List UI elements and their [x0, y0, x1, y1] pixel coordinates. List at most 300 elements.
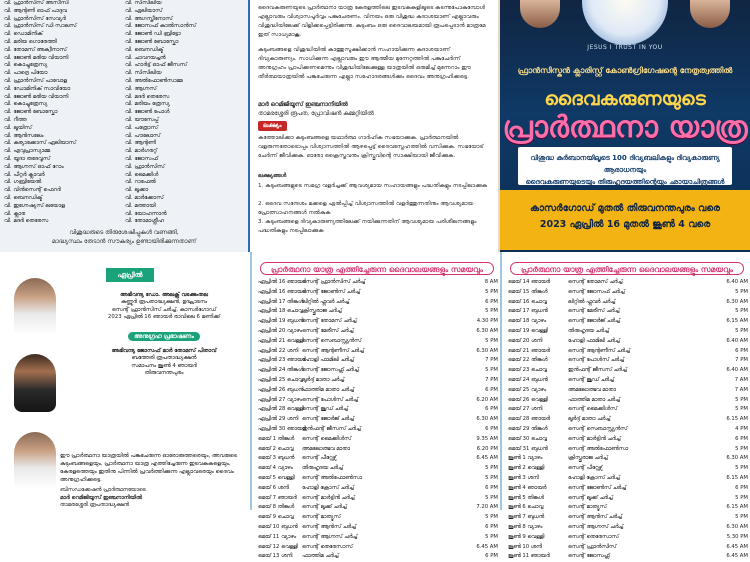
closing-block	[78, 348, 250, 378]
bishop-photo-2	[14, 354, 56, 412]
saint-row	[4, 187, 246, 195]
schedule-church: ലൂർദ്ദ് മാതാ ചർച്ച്	[302, 376, 345, 383]
schedule-time: 6.45 AM	[476, 455, 498, 462]
saint-row	[4, 0, 246, 8]
saint-name: വി. ആന്റണി ഓഫ് പാദുവ	[4, 7, 67, 14]
saint-name: വി. പാദ്രെ പിയോ	[4, 70, 48, 77]
saint-name: വി. തോമാശ്ലീഹ	[125, 218, 164, 225]
saint-name: വി. മരിയം ത്രേസ്യ	[125, 101, 170, 108]
bishop-photo-3	[14, 432, 56, 490]
schedule-row	[508, 523, 748, 533]
schedule-time: 6 PM	[485, 386, 498, 393]
schedule-date: മെയ് 22 തിങ്കൾ	[508, 357, 548, 364]
saint-row	[4, 31, 246, 39]
schedule-date: മെയ് 24 ബുധൻ	[508, 376, 548, 383]
schedule-date: ഏപ്രിൽ 24 തിങ്കൾ	[258, 367, 304, 374]
schedule-row	[508, 494, 748, 504]
schedule-church: സെന്റ് ലൂക്ക് ചർച്ച്	[302, 504, 347, 511]
saint-name: വി. പീറ്റർ ക്ലാവർ	[4, 171, 45, 178]
schedule-church: സെന്റ് ജോസഫ്സ് ചർച്ച്	[302, 367, 359, 374]
blessing-pill-wrap	[78, 332, 250, 341]
schedule-row	[258, 307, 498, 317]
schedule-date: മെയ് 26 വെള്ളി	[508, 396, 548, 403]
schedule-church: ക്രിസ്തുരാജ ചർച്ച്	[568, 455, 608, 462]
saint-name: വി. ജോൺ ഡി ബ്രിട്ടോ	[125, 31, 181, 38]
saint-name: വി. ആൻസലേം	[4, 132, 44, 139]
schedule-church: തിരുഹൃദയ ചർച്ച്	[568, 327, 609, 334]
schedule-church: സെന്റ് ജോർജ് ചർച്ച്	[302, 416, 355, 423]
schedule-date: മെയ് 16 ചൊവ്വ	[508, 298, 547, 305]
schedule-time: 6.15 AM	[726, 474, 748, 481]
saint-name: വി. ചാവറയച്ചൻ	[125, 54, 166, 61]
schedule-date: മെയ് 20 ശനി	[508, 337, 543, 344]
schedule-row	[258, 405, 498, 415]
poster-title-line2: പ്രാർത്ഥനാ യാത്ര	[502, 110, 748, 145]
schedule-time: 7 PM	[735, 357, 748, 364]
schedule-row	[508, 298, 748, 308]
schedule-time: 7 PM	[485, 357, 498, 364]
schedule-church: സെന്റ് സെബാസ്റ്റ്യൻസ്	[568, 425, 628, 432]
schedule-time: 6.30 AM	[476, 327, 498, 334]
schedule-row	[258, 474, 498, 484]
closing-name: അഭിവന്ദ്യ ജോസഫ് മാർ തോമസ് പിതാവ്	[111, 348, 217, 354]
inauguration-role: കണ്ണൂർ രൂപതാദ്ധ്യക്ഷൻ, ഉദ്ഘാടനം	[120, 299, 208, 306]
signer-name: മാർ റെമിജിയൂസ് ഇഞ്ചനാനിയിൽ	[258, 102, 348, 108]
blessing-sign-3: താമരശ്ശേരി രൂപതാദ്ധ്യക്ഷൻ	[60, 502, 129, 508]
saint-name: വി. ഫ്രാൻസിസ്	[125, 163, 165, 170]
schedule-row	[258, 298, 498, 308]
schedule-row	[258, 484, 498, 494]
schedule-row	[258, 288, 498, 298]
schedule-row	[508, 347, 748, 357]
schedule-time: 5 PM	[735, 465, 748, 472]
saint-row	[4, 156, 246, 164]
schedule-time: 6.30 AM	[476, 416, 498, 423]
schedule-date: മെയ് 21 ഞായർ	[508, 347, 551, 354]
schedule-date: മെയ് 7 ഞായർ	[258, 494, 297, 501]
schedule-church: അമലോത്ഭവ മാതാ	[302, 445, 350, 452]
schedule-church: ക്രിസ്തുരാജ ചർച്ച്	[302, 308, 342, 315]
schedule-time: 6.30 AM	[726, 298, 748, 305]
schedule-row	[508, 474, 748, 484]
schedule-church: ഫാത്തിമ മാതാ ചർച്ച്	[302, 386, 355, 393]
schedule-time: 6.15 AM	[726, 504, 748, 511]
schedule-date: മെയ് 28 ഞായർ	[508, 416, 551, 423]
saint-row	[4, 203, 246, 211]
schedule-time: 6.30 AM	[726, 455, 748, 462]
schedule-church: സെന്റ് തെരേസാസ്	[302, 543, 353, 550]
schedule-time: 7.20 AM	[476, 504, 498, 511]
schedule-time: 6 PM	[485, 484, 498, 491]
schedule-time: 6 PM	[485, 425, 498, 432]
saint-row	[4, 148, 246, 156]
schedule-row	[508, 464, 748, 474]
saint-name: വി. യൗസേപ്പ്	[125, 116, 159, 123]
saint-row	[4, 78, 246, 86]
schedule-date: മെയ് 14 ഞായർ	[508, 279, 551, 285]
saint-name: വി. ഇഗ്നേഷ്യസ് ലയോള	[4, 202, 65, 209]
schedule-date: ഏപ്രിൽ 25 ചൊവ്വ	[258, 376, 303, 383]
saint-name: വി. അൽഫോൺസാമ്മ	[125, 77, 183, 84]
schedule-row	[258, 454, 498, 464]
schedule-row	[258, 494, 498, 504]
schedule-row	[508, 533, 748, 543]
schedule-date: ജൂൺ 11 ഞായർ	[508, 553, 550, 560]
blessing-message: ഈ പ്രാർത്ഥനാ യാത്രയിൽ പങ്കുചേരുന്ന ഓരോരുത്തരെയും, അവരുടെ കുടുംബങ്ങളെയും, പ്രാർത്ഥനാ യാത്ര എത്തിച്ചേരുന്ന ഇടവകകളെയും, കേരളത്തെയും ഇതിനു പിന്നിൽ പ്രവർത്തിക്കുന്ന എല്ലാവരെയും ദൈവം അനുഗ്രഹിക്കട്ടെ.	[60, 453, 237, 483]
saint-name: വി. അഗസ്തീനോസ്	[125, 15, 173, 22]
schedule-church: സെന്റ് ആൻസ് ചർച്ച്	[302, 523, 357, 530]
schedule-time: 5 PM	[485, 533, 498, 540]
message-para-2: കുടുംബങ്ങളെ വിശുദ്ധിയിൽ കാത്തുസൂക്ഷിക്കാൻ സഹായിക്കുന്ന കുദാശയാണ് ദിവ്യകാരുണ്യം. സാധിക്കുന്ന എല്ലാവരും ഈ ആത്മീയ മുന്നേറ്റത്തിൽ പങ്കുചേർന്ന് അനുഗ്രഹം പ്രാപിക്കണമെന്നും വിശുദ്ധിയിലേക്കുള്ള യാത്രയിൽ ഒരുമിച്ച് മുന്നേറാം ഈ തീർത്ഥയാത്രയിൽ പങ്കുചേരുന്ന എല്ലാ സഹോദരങ്ങൾക്കും ദൈവം അനുഗ്രഹിക്കട്ടെ.	[258, 47, 471, 80]
poster-dates: 2023 ഏപ്രിൽ 16 മുതൽ ജൂൺ 4 വരെ	[539, 219, 711, 230]
message-panel	[250, 0, 500, 252]
saint-row	[4, 125, 246, 133]
saint-name: വി. ഫ്രാൻസിസ് സേവ്യർ	[4, 15, 66, 22]
saint-name: വി. ലൂയിസ്	[4, 124, 32, 131]
schedule-row	[508, 327, 748, 337]
strip-line-1: വിശുദ്ധ കുർബാനയിലൂടെ 100 ദിവ്യബലികളും ദിവ്യകാരുണ്യ ആരാധനയും	[530, 154, 720, 174]
schedule-church: സെന്റ് ജോൺസ് ചർച്ച്	[302, 288, 361, 295]
schedule-date: ജൂൺ 5 തിങ്കൾ	[508, 494, 544, 501]
schedule-time: 5 PM	[485, 494, 498, 501]
closing-role: ബത്തേരി രൂപതാദ്ധ്യക്ഷൻ	[131, 355, 197, 362]
schedule-time: 6 PM	[485, 523, 498, 530]
goal-2: 2. ദൈവ സന്ദേശം മക്കളെ ഏൽപ്പിച്ച് വിശ്വാസത്തിൽ വളർത്തുന്നതിനും ആവശ്യമായ പ്രോത്സാഹനങ്ങൾ നൽകുക	[258, 201, 474, 216]
schedule-date: മെയ് 18 വ്യാഴം	[508, 318, 547, 325]
schedule-row	[508, 386, 748, 396]
schedule-time: 6.40 AM	[726, 279, 748, 285]
schedule-date: മെയ് 10 ബുധൻ	[258, 523, 298, 530]
schedule-date: ഏപ്രിൽ 19 ബുധൻ	[258, 318, 304, 325]
schedule-row	[258, 376, 498, 386]
saint-name: വി. വിൻസെന്റ് ഫെറർ	[4, 187, 61, 194]
schedule-row	[508, 552, 748, 562]
schedule-row	[508, 513, 748, 523]
saint-name: വി. ഫ്രാൻസിസ് അസീസി	[4, 0, 69, 6]
schedule-time: 5 PM	[485, 474, 498, 481]
schedule-time: 6 PM	[735, 435, 748, 442]
schedule-time: 6.30 AM	[726, 523, 748, 530]
schedule-time: 5 PM	[485, 337, 498, 344]
saint-name: വി. മാർക്കോസ്	[125, 194, 164, 201]
poster-title-line1: ദൈവകരുണയുടെ	[544, 88, 706, 110]
schedule-church: സെന്റ് സെബാസ്റ്റ്യൻസ്	[302, 337, 362, 344]
schedule-row	[258, 347, 498, 357]
inauguration-place: സെന്റ് ഫ്രാൻസിസ് ചർച്ച്, കാസർഗോഡ്	[111, 306, 217, 313]
saint-name: വി. കൊച്ചുത്രേസ്യ	[4, 62, 48, 69]
schedule-title-2: പ്രാർത്ഥനാ യാത്ര എത്തിച്ചേരുന്ന ദൈവാലയങ്ങളും സമയവും	[510, 262, 744, 275]
schedule-list-2	[508, 278, 748, 562]
schedule-church: ലിറ്റിൽ ഫ്ലവർ ചർച്ച്	[302, 298, 350, 305]
schedule-date: മെയ് 4 വ്യാഴം	[258, 465, 293, 472]
schedule-date: മെയ് 17 ബുധൻ	[508, 308, 548, 315]
schedule-time: 5 PM	[485, 288, 498, 295]
schedule-row	[258, 415, 498, 425]
saint-name: വി. ജോൺ മരിയ വിയാനി	[4, 93, 69, 100]
schedule-time: 9.35 AM	[476, 435, 498, 442]
saint-name: വി. ബെനഡിക്ട്	[4, 194, 43, 201]
schedule-church: സെന്റ് ജോർജ് ചർച്ച്	[568, 318, 621, 325]
schedule-row	[508, 454, 748, 464]
saint-portrait-right	[690, 0, 730, 28]
schedule-time: 5 PM	[735, 396, 748, 403]
schedule-church: സെന്റ് തോമസ് ചർച്ച്	[302, 318, 357, 325]
schedule-row	[508, 288, 748, 298]
schedule-church: സെന്റ് ജൂഡ് ചർച്ച്	[302, 406, 349, 413]
schedule-title-1: പ്രാർത്ഥനാ യാത്ര എത്തിച്ചേരുന്ന ദൈവാലയങ്ങളും സമയവും	[260, 262, 494, 275]
schedule-row	[508, 425, 748, 435]
schedule-church: സെന്റ് മൈക്കിൾസ്	[302, 435, 352, 442]
schedule-date: ജൂൺ 2 വെള്ളി	[508, 465, 545, 472]
poster-tagline: ഫ്രാൻസിസ്കൻ ക്ലാരിസ്റ്റ് കോൺഗ്രിഗേഷന്റെ നേതൃത്വത്തിൽ	[517, 66, 733, 75]
saint-row	[4, 101, 246, 109]
schedule-time: 6.20 PM	[476, 445, 498, 452]
saint-name: വി. കുര്യാക്കോസ് ഏലിയാസ്	[4, 140, 76, 147]
april-ribbon: ഏപ്രിൽ	[106, 268, 154, 282]
schedule-date: ജൂൺ 8 വ്യാഴം	[508, 523, 543, 530]
message-para-3: കത്തോലിക്കാ കുടുംബങ്ങളെ യഥാർത്ഥ ഗാർഹിക സഭയാക്കുക. പ്രാർത്ഥനയിൽ വളരുന്നതോടൊപ്പം വിശ്വാസത്തിൽ ആഴപ്പെട്ട് ദൈവസ്നേഹത്തിൽ വസിക്കുക. സഭയോട് ചേർന്ന് ജീവിക്കുക. ഓരോ ക്രൈസ്തവനും ക്രിസ്തുവിന്റെ സാക്ഷിയായി ജീവിക്കുക.	[258, 135, 484, 159]
schedule-time: 6.40 AM	[726, 337, 748, 344]
saint-row	[4, 218, 246, 226]
saint-row	[4, 140, 246, 148]
saint-row	[4, 62, 246, 70]
saint-name: വി. ഡോമിനിക് സാവിയോ	[4, 85, 71, 92]
saint-name: വി. ഏലിയാസ്	[125, 7, 163, 14]
schedule-date: മെയ് 19 വെള്ളി	[508, 327, 548, 334]
schedule-church: സെന്റ് മാത്യൂസ്	[568, 504, 607, 511]
schedule-time: 6 PM	[735, 347, 748, 354]
schedule-date: മെയ് 27 ശനി	[508, 406, 543, 413]
schedule-row	[258, 425, 498, 435]
schedule-date: ഏപ്രിൽ 21 വെള്ളി	[258, 337, 304, 344]
schedule-row	[508, 405, 748, 415]
schedule-time: 4.30 PM	[476, 318, 498, 325]
schedule-date: മെയ് 13 ശനി	[258, 553, 293, 560]
goal-3: 3. കുടുംബങ്ങളെ ദിവ്യകാരുണ്യത്തിലേക്ക് നയിക്കുന്നതിന് ആവശ്യമായ പരിശീലനങ്ങളും പദ്ധതികളും നടപ്പിലാക്കുക	[258, 219, 477, 234]
schedule-date: ജൂൺ 9 വെള്ളി	[508, 533, 545, 540]
schedule-time: 7 AM	[734, 376, 748, 383]
schedule-time: 6.45 AM	[726, 553, 748, 560]
schedule-date: ജൂൺ 3 ശനി	[508, 474, 539, 481]
saint-name: വി. ജോൺ ബോസ്കോ	[4, 109, 58, 116]
saints-list-panel	[0, 0, 250, 252]
schedule-church: സെന്റ് മേരീസ് ചർച്ച്	[568, 308, 620, 315]
blessing-signature	[60, 487, 242, 510]
schedule-row	[258, 337, 498, 347]
schedule-date: മെയ് 3 ബുധൻ	[258, 455, 295, 462]
schedule-date: മെയ് 8 തിങ്കൾ	[258, 504, 295, 511]
schedule-date: മെയ് 31 ബുധൻ	[508, 445, 548, 452]
schedule-church: സെന്റ് മേരീസ് ചർച്ച്	[302, 327, 354, 334]
schedule-row	[508, 317, 748, 327]
saint-name: വി. ഫ്രാൻസിസ് പാവോള	[4, 77, 67, 84]
schedule-row	[258, 366, 498, 376]
schedule-row	[508, 396, 748, 406]
schedule-row	[258, 523, 498, 533]
schedule-date: ജൂൺ 10 ശനി	[508, 543, 542, 550]
schedule-time: 6.30 AM	[476, 347, 498, 354]
schedule-date: ഏപ്രിൽ 16 ഞായർ	[258, 279, 306, 285]
schedule-row	[508, 415, 748, 425]
schedule-row	[508, 445, 748, 455]
divine-mercy-image	[582, 0, 668, 45]
blessing-sign-1: ബിസഡക്കേഷൻ പ്രാർത്ഥനയോടെ	[60, 487, 146, 493]
schedule-row	[258, 278, 498, 288]
saint-name: വി. ഹാർട്ട് ഓഫ് ജീസസ്	[125, 62, 187, 69]
inauguration-name: അഭിവന്ദ്യ ഡോ. അലക്സ് വടക്കുംതല	[120, 292, 208, 298]
saint-row	[4, 70, 246, 78]
schedule-time: 5 PM	[735, 494, 748, 501]
schedule-row	[508, 356, 748, 366]
schedule-date: ഏപ്രിൽ 18 ചൊവ്വ	[258, 308, 303, 315]
saint-name: വി. ജോൺ മരിയ വിയാനി	[4, 54, 69, 61]
schedule-time: 5 PM	[485, 465, 498, 472]
saint-name: വി. യോഹന്നാൻ	[125, 210, 167, 217]
schedule-date: ജൂൺ 1 വ്യാഴം	[508, 455, 543, 462]
schedule-church: അമലോത്ഭവ മാതാ	[568, 386, 616, 393]
schedule-time: 6.20 AM	[476, 396, 498, 403]
saint-name: വി. റീത്ത	[4, 116, 27, 123]
schedule-church: സെന്റ് ആന്റണീസ് ചർച്ച്	[302, 347, 365, 354]
bishop-photo-1	[14, 278, 56, 336]
saint-name: വി. ബെനഡിക്ട്	[125, 46, 164, 53]
relics-footer	[8, 228, 240, 246]
schedule-row	[258, 552, 498, 562]
bishops-panel	[0, 252, 250, 510]
closing-date: സമാപനം ജൂൺ 4 ഞായർ	[131, 362, 197, 369]
schedule-church: ലിറ്റിൽ ഫ്ലവർ ചർച്ച്	[568, 298, 616, 305]
schedule-time: 6.45 AM	[726, 543, 748, 550]
saint-name: വി. ജോൺ പോൾ	[125, 109, 170, 116]
schedule-church: സെന്റ് ജോസഫ് ചർച്ച്	[568, 288, 625, 295]
schedule-date: ഏപ്രിൽ 23 ഞായർ	[258, 357, 306, 364]
schedule-church: സെന്റ് ആഗ്നസ് ചർച്ച്	[302, 533, 358, 540]
inauguration-date: 2023 ഏപ്രിൽ 16 ഞായർ രാവിലെ 6 മണിക്ക്	[107, 314, 221, 321]
schedule-time: 5 PM	[735, 514, 748, 521]
schedule-date: മെയ് 5 വെള്ളി	[258, 474, 295, 481]
saint-name: വി. ഗബ്രിയേൽ	[4, 179, 42, 186]
saint-portrait-left	[520, 0, 560, 28]
relics-footer-line1: വിശുദ്ധരുടെ തിരുശേഷിപ്പുകൾ വണങ്ങി,	[69, 229, 179, 236]
schedule-date: മെയ് 2 ചൊവ്വ	[258, 445, 294, 452]
closing-place: തിരുവനന്തപുരം	[144, 370, 184, 377]
schedule-row	[258, 445, 498, 455]
schedule-date: മെയ് 1 തിങ്കൾ	[258, 435, 295, 442]
goals-title: ലക്ഷ്യങ്ങൾ	[258, 173, 287, 179]
schedule-time: 5 PM	[735, 406, 748, 413]
saint-name: വി. ജോസഫ് കാൽസാൻസ്	[125, 23, 197, 30]
schedule-time: 5 PM	[735, 308, 748, 315]
saint-name: വി. ലൂക്കാ	[125, 187, 149, 194]
saint-name: വി. ഡൊമിനിക്	[4, 31, 43, 38]
schedule-time: 5 PM	[485, 308, 498, 315]
schedule-time: 6.15 AM	[726, 416, 748, 423]
saints-list	[4, 0, 246, 226]
schedule-time: 7 PM	[485, 376, 498, 383]
schedule-church: ഫാത്തിമ മാതാ ചർച്ച്	[568, 396, 621, 403]
schedule-time: 4 PM	[735, 425, 748, 432]
schedule-church: ഇൻഫന്റ് ജീസസ് ചർച്ച്	[568, 367, 627, 374]
schedule-church: സെന്റ് ആന്റണീസ് ചർച്ച്	[568, 347, 631, 354]
schedule-time: 5 PM	[485, 367, 498, 374]
schedule-panel-2	[500, 252, 750, 560]
saint-row	[4, 164, 246, 172]
schedule-time: 6 PM	[735, 484, 748, 491]
schedule-row	[258, 396, 498, 406]
schedule-date: ഏപ്രിൽ 27 വ്യാഴം	[258, 396, 302, 403]
saint-name: വി. ക്ലാര	[4, 210, 26, 217]
schedule-church: സെന്റ് തെരേസാസ്	[568, 533, 619, 540]
relics-footer-line2: മാദ്ധ്യസ്ഥം തേടാൻ സൗകര്യം ഉണ്ടായിരിക്കുന്നതാണ്	[51, 238, 197, 245]
schedule-church: സെന്റ് ജോസഫ്സ്	[568, 553, 610, 560]
blessing-sign-2: മാർ റെമിജിയൂസ് ഇഞ്ചനാനിയിൽ	[60, 494, 142, 501]
schedule-church: ലൂർദ്ദ് മാതാ ചർച്ച്	[568, 416, 611, 423]
schedule-time: 5.30 PM	[726, 533, 748, 540]
goal-1: 1. കുടുംബങ്ങളുടെ സമഗ്ര വളർച്ചക്ക് ആവശ്യമായ സഹായങ്ങളും പദ്ധതികളും നടപ്പിലാക്കുക	[258, 183, 488, 189]
schedule-church: ഹോളി ഫാമിലി ചർച്ച്	[568, 337, 620, 344]
schedule-date: മെയ് 23 ചൊവ്വ	[508, 367, 547, 374]
schedule-time: 6 PM	[485, 406, 498, 413]
saint-name: വി. മദർ തെരേസ	[125, 93, 170, 100]
schedule-church: ഹോളി ഫാമിലി ചർച്ച്	[302, 357, 354, 364]
saint-name: വി. തോമസ് അക്വീനാസ്	[4, 46, 67, 53]
schedule-date: മെയ് 9 ചൊവ്വ	[258, 514, 294, 521]
schedule-date: മെയ് 30 ചൊവ്വ	[508, 435, 547, 442]
schedule-row	[258, 513, 498, 523]
schedule-row	[508, 484, 748, 494]
schedule-row	[258, 327, 498, 337]
schedule-row	[508, 503, 748, 513]
saint-name: വി. യൂദാ തദേവൂസ്	[4, 155, 51, 162]
schedule-date: ഏപ്രിൽ 22 ശനി	[258, 347, 299, 354]
saint-row	[4, 47, 246, 55]
section-label: ലക്ഷ്യം	[258, 121, 287, 131]
schedule-row	[508, 543, 748, 553]
schedule-row	[258, 503, 498, 513]
schedule-church: ഫാത്തിമ ചർച്ച്	[302, 553, 339, 560]
schedule-church: ഹോളി ക്രോസ് ചർച്ച്	[302, 484, 354, 491]
saint-name: വി. ആഗ്നസ്	[125, 85, 157, 92]
schedule-church: സെന്റ് പോൾസ് ചർച്ച്	[568, 357, 625, 364]
saint-name: വി. പത്രോസ്	[125, 124, 158, 131]
schedule-row	[508, 337, 748, 347]
schedule-church: സെന്റ് ഫ്രാൻസിസ് ചർച്ച്	[302, 279, 366, 285]
trust-caption: JESUS I TRUST IN YOU	[587, 44, 663, 51]
schedule-date: ഏപ്രിൽ 16 ഞായർ	[258, 288, 306, 295]
schedule-church: സെന്റ് മാർട്ടിൻ ചർച്ച്	[568, 435, 621, 442]
schedule-date: മെയ് 11 വ്യാഴം	[258, 533, 297, 540]
schedule-date: ഏപ്രിൽ 26 ബുധൻ	[258, 386, 304, 393]
inauguration-block	[78, 292, 250, 322]
schedule-date: ഏപ്രിൽ 30 ഞായർ	[258, 425, 306, 432]
saint-name: വി. ജോസഫ്	[125, 155, 159, 162]
strip-line-2: ദൈവകരുണയുടെയും തിരുഹൃദയത്തിന്റെയും ഛായാചിത്രങ്ങൾ	[525, 178, 725, 186]
schedule-panel-1	[250, 252, 500, 560]
schedule-date: മെയ് 6 ശനി	[258, 484, 289, 491]
schedule-date: ഏപ്രിൽ 28 വെള്ളി	[258, 406, 304, 413]
schedule-date: ഏപ്രിൽ 29 ശനി	[258, 416, 299, 423]
schedule-time: 6 PM	[485, 553, 498, 560]
schedule-row	[258, 543, 498, 553]
schedule-time: 5 PM	[735, 327, 748, 334]
schedule-church: സെന്റ് മാത്യൂസ്	[302, 514, 341, 521]
saint-name: വി. റാഫേൽ	[125, 179, 156, 186]
schedule-time: 6.45 AM	[476, 543, 498, 550]
schedule-church: സെന്റ് തോമസ് ചർച്ച്	[568, 279, 623, 285]
schedule-church: തിരുഹൃദയ ചർച്ച്	[302, 465, 343, 472]
schedule-church: ഹോളി ക്രോസ് ചർച്ച്	[568, 474, 620, 481]
saint-row	[4, 179, 246, 187]
